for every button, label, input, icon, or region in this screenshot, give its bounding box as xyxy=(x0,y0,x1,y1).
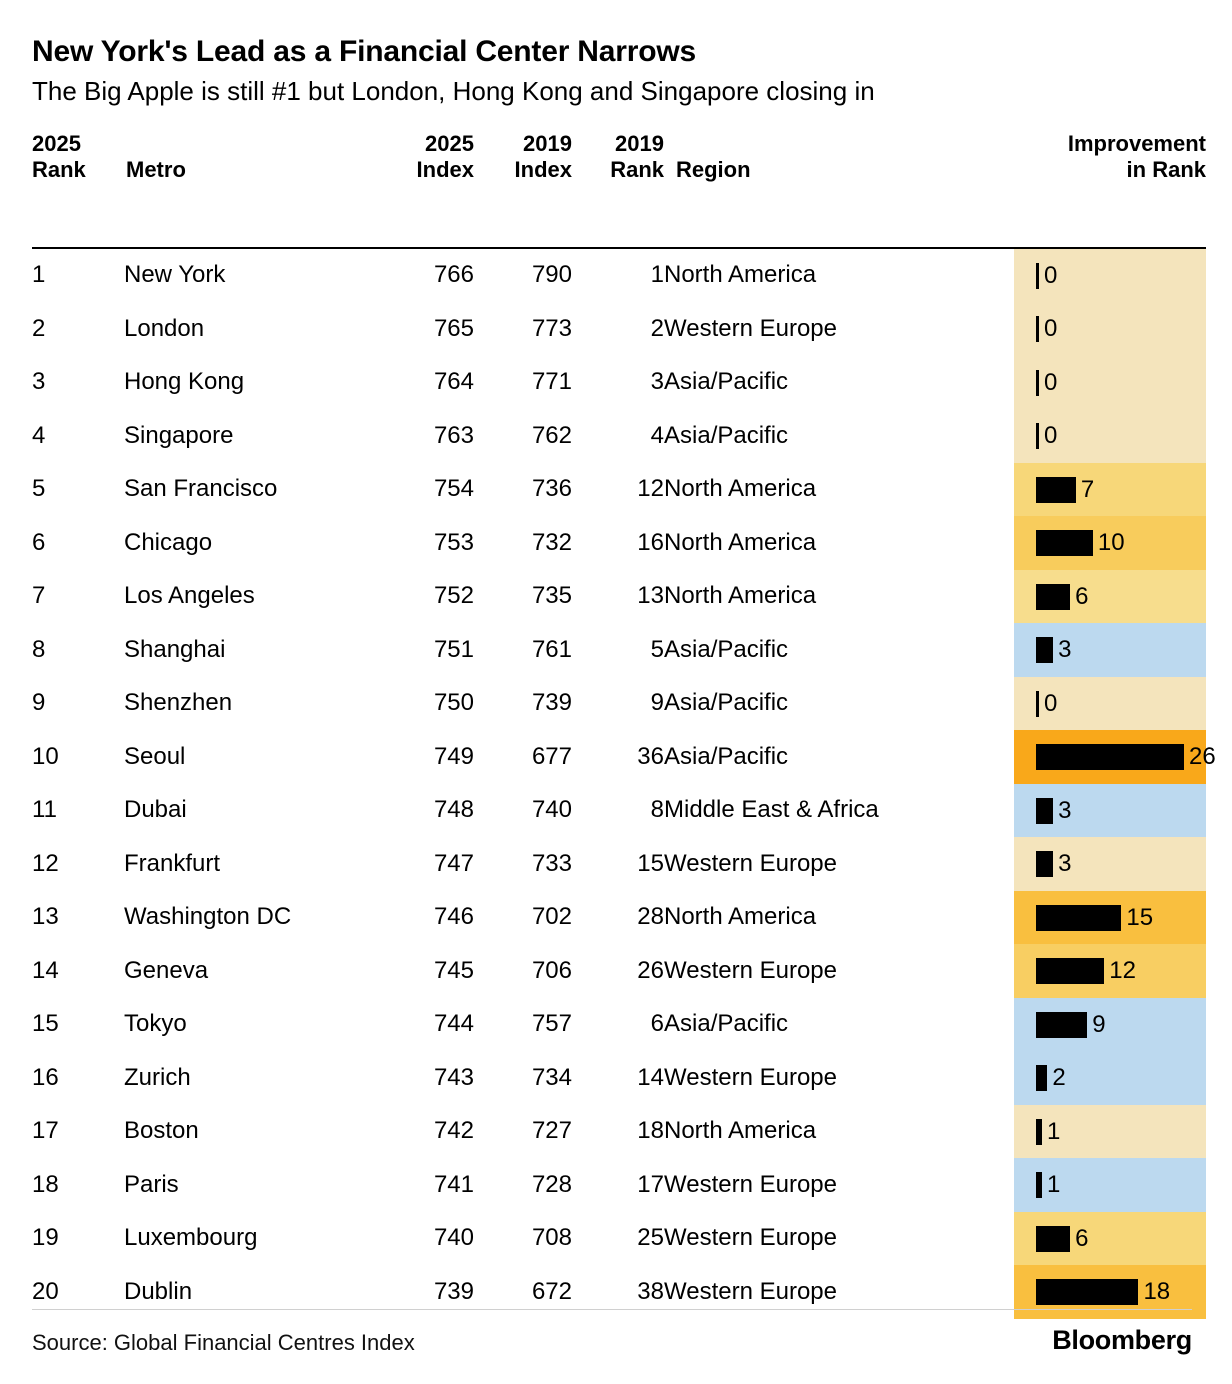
bar-value-label: 9 xyxy=(1092,1010,1106,1038)
cell-metro: Washington DC xyxy=(124,903,292,931)
cell-improvement xyxy=(1014,570,1206,624)
cell-region: Western Europe xyxy=(664,314,837,342)
bar-value-label: 18 xyxy=(1143,1278,1171,1306)
cell-rank-2019: 3 xyxy=(650,368,664,396)
table-row xyxy=(32,1105,1206,1159)
cell-improvement xyxy=(1014,356,1206,410)
bar-value-label: 0 xyxy=(1044,689,1058,717)
cell-index-2019: 757 xyxy=(531,1010,572,1038)
header-line-2: Region xyxy=(676,157,751,183)
bar-background xyxy=(1014,677,1206,731)
cell-index-2025: 765 xyxy=(433,314,474,342)
header-line-1: 2025 xyxy=(32,131,81,157)
cell-region: Asia/Pacific xyxy=(664,368,789,396)
bar-value-label: 6 xyxy=(1075,582,1089,610)
improvement-bar-cell xyxy=(1014,1265,1206,1319)
bar-fill xyxy=(1036,798,1053,824)
header-line-2: Index xyxy=(514,157,572,183)
table-body xyxy=(32,248,1216,1319)
table-row xyxy=(32,356,1206,410)
cell-rank-2025: 3 xyxy=(32,368,46,396)
cell-improvement xyxy=(1014,998,1206,1052)
cell-rank-2025: 16 xyxy=(32,1063,59,1091)
improvement-bar-cell xyxy=(1014,249,1206,303)
cell-index-2025: 744 xyxy=(433,1010,474,1038)
cell-rank-2025: 11 xyxy=(32,796,57,824)
column-header-index-2025 xyxy=(356,131,474,193)
cell-metro: Seoul xyxy=(124,742,186,770)
improvement-bar-cell xyxy=(1014,730,1216,784)
cell-region: Middle East & Africa xyxy=(664,796,879,824)
cell-region: Asia/Pacific xyxy=(664,742,789,770)
cell-region: Western Europe xyxy=(664,1277,837,1305)
cell-rank-2025: 9 xyxy=(32,689,46,717)
cell-region: Asia/Pacific xyxy=(664,689,789,717)
cell-index-2019: 732 xyxy=(531,528,572,556)
cell-index-2019: 727 xyxy=(531,1117,572,1145)
cell-index-2025: 740 xyxy=(433,1224,474,1252)
cell-index-2025: 747 xyxy=(433,849,474,877)
column-header-metro xyxy=(124,131,356,193)
bar-value-label: 26 xyxy=(1189,743,1216,771)
column-header-improvement xyxy=(1014,131,1206,193)
cell-region: North America xyxy=(664,1117,817,1145)
table-row xyxy=(32,944,1206,998)
header-line-2: in Rank xyxy=(1126,157,1206,183)
header-line-1: 2019 xyxy=(523,131,572,157)
cell-rank-2019: 28 xyxy=(637,903,664,931)
bar-background xyxy=(1014,302,1206,356)
cell-improvement xyxy=(1014,302,1206,356)
table-row xyxy=(32,1158,1206,1212)
cell-index-2025: 753 xyxy=(433,528,474,556)
cell-improvement xyxy=(1014,1158,1206,1212)
bar-value-label: 0 xyxy=(1044,422,1058,450)
cell-rank-2019: 6 xyxy=(650,1010,664,1038)
cell-rank-2019: 5 xyxy=(650,635,664,663)
cell-index-2025: 754 xyxy=(433,475,474,503)
improvement-bar-cell xyxy=(1014,463,1206,517)
cell-region: Asia/Pacific xyxy=(664,421,789,449)
cell-metro: London xyxy=(124,314,205,342)
cell-index-2025: 742 xyxy=(433,1117,474,1145)
bar-background xyxy=(1014,249,1206,303)
table-header xyxy=(32,131,1206,247)
bar-background xyxy=(1014,356,1206,410)
improvement-bar-cell xyxy=(1014,1212,1206,1266)
bar-fill xyxy=(1036,584,1070,610)
cell-index-2025: 751 xyxy=(433,635,474,663)
bar-value-label: 1 xyxy=(1047,1117,1061,1145)
table-row xyxy=(32,516,1206,570)
bar-fill xyxy=(1036,1012,1087,1038)
cell-index-2019: 773 xyxy=(531,314,572,342)
cell-improvement xyxy=(1014,409,1206,463)
cell-rank-2019: 25 xyxy=(637,1224,664,1252)
cell-index-2025: 749 xyxy=(433,742,474,770)
cell-index-2019: 702 xyxy=(531,903,572,931)
cell-metro: Chicago xyxy=(124,528,213,556)
footer-divider xyxy=(32,1309,1192,1310)
bar-value-label: 0 xyxy=(1044,261,1058,289)
cell-metro: Zurich xyxy=(124,1063,191,1091)
cell-metro: San Francisco xyxy=(124,475,278,503)
bar-value-label: 0 xyxy=(1044,368,1058,396)
cell-rank-2025: 18 xyxy=(32,1170,59,1198)
cell-region: North America xyxy=(664,528,817,556)
table-row xyxy=(32,730,1206,784)
cell-index-2019: 677 xyxy=(531,742,572,770)
cell-rank-2019: 36 xyxy=(637,742,664,770)
bar-fill xyxy=(1036,744,1184,770)
cell-rank-2019: 17 xyxy=(637,1170,664,1198)
bar-background xyxy=(1014,1105,1206,1159)
table-row xyxy=(32,784,1206,838)
bloomberg-logo: Bloomberg xyxy=(1052,1325,1192,1355)
cell-rank-2025: 7 xyxy=(32,582,46,610)
bar-fill xyxy=(1036,905,1121,931)
bar-fill xyxy=(1036,530,1093,556)
cell-index-2025: 746 xyxy=(433,903,474,931)
cell-metro: Paris xyxy=(124,1170,179,1198)
table-row xyxy=(32,302,1206,356)
cell-rank-2019: 13 xyxy=(637,582,664,610)
cell-region: Western Europe xyxy=(664,1224,837,1252)
table-row xyxy=(32,623,1206,677)
cell-improvement xyxy=(1014,1265,1206,1319)
cell-metro: Frankfurt xyxy=(124,849,221,877)
cell-improvement xyxy=(1014,677,1206,731)
table-row xyxy=(32,1265,1206,1319)
cell-metro: Geneva xyxy=(124,956,209,984)
bar-value-label: 15 xyxy=(1126,903,1154,931)
header-line-1: 2019 xyxy=(615,131,664,157)
bar-fill xyxy=(1036,851,1053,877)
cell-index-2019: 708 xyxy=(531,1224,572,1252)
table-row xyxy=(32,409,1206,463)
bar-value-label: 3 xyxy=(1058,850,1072,878)
improvement-bar-cell xyxy=(1014,998,1206,1052)
cell-region: Asia/Pacific xyxy=(664,635,789,663)
cell-rank-2025: 20 xyxy=(32,1277,59,1305)
bar-value-label: 1 xyxy=(1047,1171,1061,1199)
cell-index-2019: 734 xyxy=(531,1063,572,1091)
cell-index-2025: 766 xyxy=(433,261,474,289)
cell-rank-2019: 14 xyxy=(637,1063,664,1091)
column-header-index-2019 xyxy=(474,131,572,193)
cell-metro: Dublin xyxy=(124,1277,193,1305)
improvement-bar-cell xyxy=(1014,1158,1206,1212)
cell-improvement xyxy=(1014,516,1206,570)
page-subtitle: The Big Apple is still #1 but London, Hong Kong and Singapore closing in xyxy=(32,76,875,106)
header-line-1: Improvement xyxy=(1067,131,1206,157)
cell-rank-2025: 13 xyxy=(32,903,59,931)
cell-rank-2025: 10 xyxy=(32,742,59,770)
ranking-table xyxy=(32,131,1216,1318)
cell-metro: Singapore xyxy=(124,421,234,449)
cell-rank-2025: 19 xyxy=(32,1224,59,1252)
cell-improvement xyxy=(1014,1212,1206,1266)
improvement-bar-cell xyxy=(1014,356,1206,410)
table-row xyxy=(32,248,1206,303)
cell-index-2025: 743 xyxy=(433,1063,474,1091)
cell-region: North America xyxy=(664,475,817,503)
table-row xyxy=(32,837,1206,891)
cell-rank-2025: 1 xyxy=(32,261,46,289)
bar-fill xyxy=(1036,423,1039,449)
improvement-bar-cell xyxy=(1014,1105,1206,1159)
improvement-bar-cell xyxy=(1014,302,1206,356)
cell-index-2025: 752 xyxy=(433,582,474,610)
cell-index-2019: 735 xyxy=(531,582,572,610)
cell-rank-2019: 2 xyxy=(650,314,664,342)
bar-value-label: 10 xyxy=(1097,529,1125,557)
footer xyxy=(32,1325,1192,1356)
cell-rank-2019: 38 xyxy=(637,1277,664,1305)
cell-region: Asia/Pacific xyxy=(664,1010,789,1038)
cell-rank-2019: 4 xyxy=(650,421,664,449)
cell-metro: Boston xyxy=(124,1117,199,1145)
table-row xyxy=(32,677,1206,731)
cell-metro: Shanghai xyxy=(124,635,226,663)
bar-value-label: 12 xyxy=(1109,957,1136,985)
bar-value-label: 6 xyxy=(1075,1224,1089,1252)
column-header-rank-2025 xyxy=(32,131,124,193)
cell-rank-2025: 8 xyxy=(32,635,46,663)
cell-index-2019: 672 xyxy=(531,1277,572,1305)
cell-index-2025: 745 xyxy=(433,956,474,984)
cell-region: Western Europe xyxy=(664,1063,837,1091)
cell-rank-2019: 16 xyxy=(637,528,664,556)
header-line-1: 2025 xyxy=(425,131,474,157)
cell-improvement xyxy=(1014,248,1206,303)
improvement-bar-cell xyxy=(1014,891,1206,945)
table-row xyxy=(32,463,1206,517)
table-row xyxy=(32,1212,1206,1266)
cell-rank-2019: 18 xyxy=(637,1117,664,1145)
cell-metro: Dubai xyxy=(124,796,187,824)
improvement-bar-cell xyxy=(1014,409,1206,463)
cell-index-2019: 771 xyxy=(531,368,572,396)
bar-value-label: 2 xyxy=(1052,1064,1066,1092)
bar-fill xyxy=(1036,1172,1042,1198)
cell-rank-2025: 2 xyxy=(32,314,46,342)
cell-index-2019: 728 xyxy=(531,1170,572,1198)
bar-value-label: 7 xyxy=(1080,475,1095,503)
bar-fill xyxy=(1036,370,1039,396)
table-row xyxy=(32,1051,1206,1105)
cell-rank-2025: 17 xyxy=(32,1117,59,1145)
cell-region: North America xyxy=(664,261,817,289)
bar-value-label: 3 xyxy=(1058,636,1072,664)
cell-metro: Tokyo xyxy=(124,1010,187,1038)
table-row xyxy=(32,891,1206,945)
improvement-bar-cell xyxy=(1014,570,1206,624)
table-row xyxy=(32,998,1206,1052)
cell-index-2025: 741 xyxy=(433,1170,474,1198)
cell-rank-2019: 8 xyxy=(650,796,664,824)
cell-region: Western Europe xyxy=(664,956,837,984)
cell-improvement xyxy=(1014,1051,1206,1105)
cell-improvement xyxy=(1014,730,1216,784)
cell-region: Western Europe xyxy=(664,849,837,877)
cell-rank-2025: 5 xyxy=(32,475,46,503)
cell-improvement xyxy=(1014,784,1206,838)
column-header-rank-2019 xyxy=(572,131,664,193)
improvement-bar-cell xyxy=(1014,1051,1206,1105)
cell-index-2019: 790 xyxy=(531,261,572,289)
cell-improvement xyxy=(1014,891,1206,945)
cell-rank-2019: 9 xyxy=(650,689,664,717)
cell-region: North America xyxy=(664,582,817,610)
bar-fill xyxy=(1036,958,1104,984)
bar-fill xyxy=(1036,1279,1138,1305)
cell-index-2019: 733 xyxy=(531,849,572,877)
cell-improvement xyxy=(1014,623,1206,677)
improvement-bar-cell xyxy=(1014,944,1206,998)
cell-rank-2019: 12 xyxy=(637,475,664,503)
column-header-region xyxy=(664,131,1014,193)
cell-rank-2019: 15 xyxy=(637,849,664,877)
improvement-bar-cell xyxy=(1014,837,1206,891)
cell-rank-2025: 6 xyxy=(32,528,46,556)
improvement-bar-cell xyxy=(1014,516,1206,570)
bar-fill xyxy=(1036,1119,1042,1145)
bar-fill xyxy=(1036,637,1053,663)
cell-index-2025: 763 xyxy=(433,421,474,449)
cell-index-2019: 740 xyxy=(531,796,572,824)
bar-fill xyxy=(1036,1226,1070,1252)
bar-value-label: 0 xyxy=(1044,315,1058,343)
bar-fill xyxy=(1036,263,1039,289)
cell-rank-2025: 12 xyxy=(32,849,59,877)
bar-fill xyxy=(1036,477,1076,503)
bar-background xyxy=(1014,1158,1206,1212)
cell-improvement xyxy=(1014,1105,1206,1159)
cell-index-2025: 739 xyxy=(433,1277,474,1305)
cell-rank-2025: 15 xyxy=(32,1010,59,1038)
bar-value-label: 3 xyxy=(1058,796,1072,824)
header-line-2: Index xyxy=(416,157,474,183)
source-note: Source: Global Financial Centres Index xyxy=(32,1330,415,1355)
improvement-bar-cell xyxy=(1014,784,1206,838)
cell-index-2025: 750 xyxy=(433,689,474,717)
header-line-2: Metro xyxy=(126,157,186,183)
header-line-2: Rank xyxy=(32,157,86,183)
cell-improvement xyxy=(1014,837,1206,891)
cell-rank-2025: 4 xyxy=(32,421,46,449)
cell-improvement xyxy=(1014,463,1206,517)
cell-index-2019: 762 xyxy=(531,421,572,449)
header-divider xyxy=(32,193,1206,248)
cell-index-2019: 706 xyxy=(531,956,572,984)
cell-metro: Los Angeles xyxy=(124,582,255,610)
cell-rank-2025: 14 xyxy=(32,956,59,984)
cell-metro: New York xyxy=(124,261,226,289)
improvement-bar-cell xyxy=(1014,623,1206,677)
cell-rank-2019: 1 xyxy=(650,261,664,289)
cell-index-2025: 748 xyxy=(433,796,474,824)
table-row xyxy=(32,570,1206,624)
cell-metro: Luxembourg xyxy=(124,1224,258,1252)
cell-region: North America xyxy=(664,903,817,931)
cell-metro: Hong Kong xyxy=(124,368,245,396)
cell-improvement xyxy=(1014,944,1206,998)
cell-index-2025: 764 xyxy=(433,368,474,396)
cell-region: Western Europe xyxy=(664,1170,837,1198)
header-line-2: Rank xyxy=(610,157,664,183)
cell-rank-2019: 26 xyxy=(637,956,664,984)
cell-metro: Shenzhen xyxy=(124,689,233,717)
cell-index-2019: 739 xyxy=(531,689,572,717)
cell-index-2019: 736 xyxy=(531,475,572,503)
bar-fill xyxy=(1036,316,1039,342)
cell-index-2019: 761 xyxy=(531,635,572,663)
bar-fill xyxy=(1036,691,1039,717)
page-title: New York's Lead as a Financial Center Narrows xyxy=(32,35,696,68)
improvement-bar-cell xyxy=(1014,677,1206,731)
bar-background xyxy=(1014,409,1206,463)
bar-fill xyxy=(1036,1065,1047,1091)
